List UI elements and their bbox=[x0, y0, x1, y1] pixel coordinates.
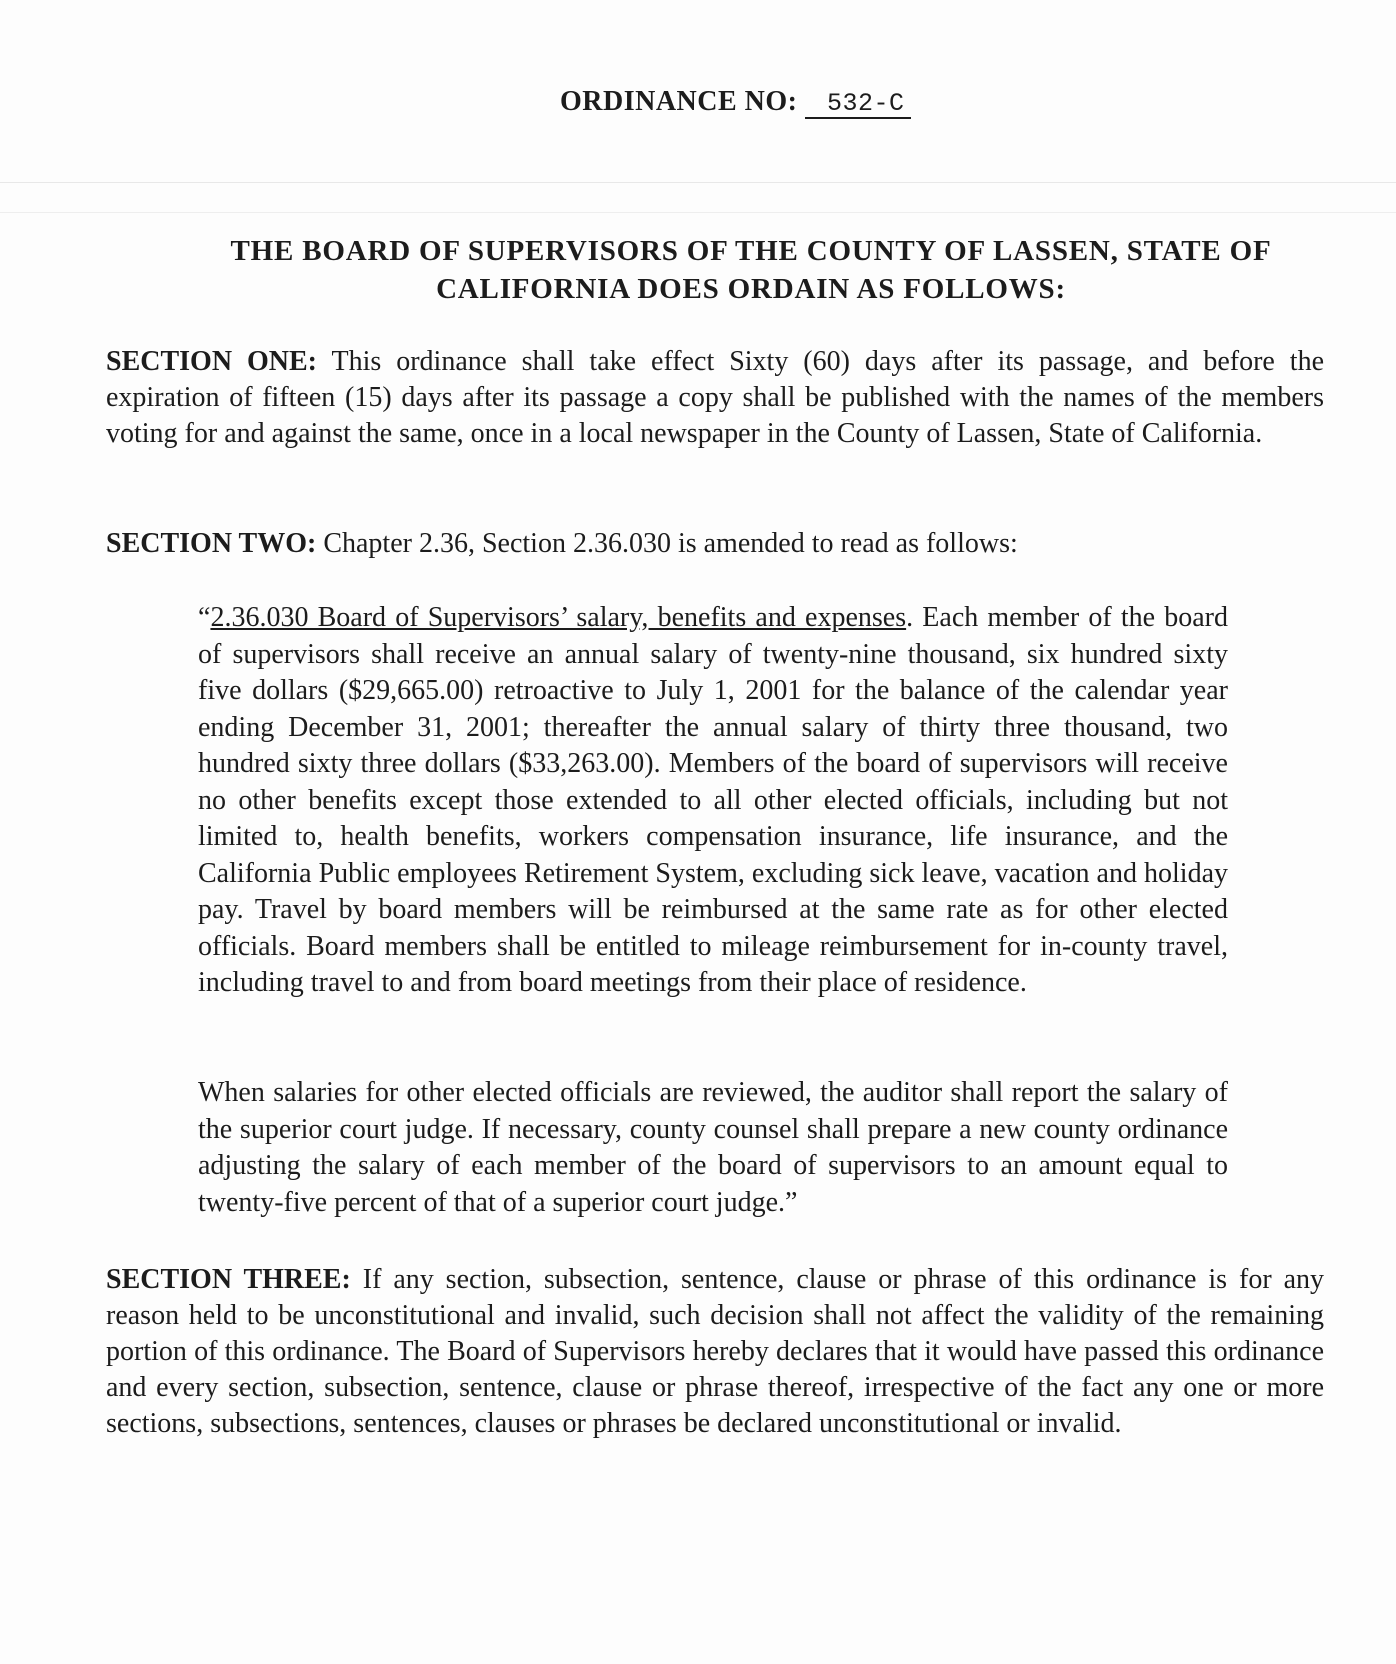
amended-section-title: 2.36.030 Board of Supervisors’ salary, benefits and expenses bbox=[210, 602, 907, 633]
section-one bbox=[106, 344, 1324, 452]
scan-artifact-line bbox=[0, 212, 1396, 213]
section-two bbox=[106, 526, 1324, 562]
section-three-label: SECTION THREE: bbox=[106, 1264, 351, 1295]
quote-open-mark: “ bbox=[198, 602, 211, 633]
amended-section-paragraph-2: When salaries for other elected officials are reviewed, the auditor shall report the salary of the superior court judge. If necessary, county counsel shall prepare a new county ordinance adjusting the salary of each member of the board of supervisors to an amount equal to twenty-five percent of that of a superior court judge.” bbox=[198, 1077, 1228, 1218]
amended-section-body: Each member of the board of supervisors shall receive an annual salary of twenty-nine thousand, six hundred sixty five dollars ($29,665.00) retroactive to July 1, 2001 for the balance of the calendar year ending December 31, 2001; thereafter the annual salary of thirty three thousand, two hundred sixty three dollars ($33,263.00). Members of the board of supervisors will receive no other benefits except those extended to all other elected officials, including but not limited to, health benefits, workers compensation insurance, life insurance, and the California Public employees Retirement System, excluding sick leave, vacation and holiday pay. Travel by board members will be reimbursed at the same rate as for other elected officials. Board members shall be entitled to mileage reimbursement for in-county travel, including travel to and from board meetings from their place of residence. bbox=[198, 602, 1229, 998]
section-three bbox=[106, 1262, 1324, 1442]
section-one-text: This ordinance shall take effect Sixty (60) days after its passage, and before the expiration of fifteen (15) days after its passage a copy shall be published with the names of the members voting for and against the same, once in a local newspaper in the County of Lassen, State of California. bbox=[106, 346, 1324, 449]
section-one-label: SECTION ONE: bbox=[106, 346, 318, 377]
section-two-text: Chapter 2.36, Section 2.36.030 is amended to read as follows: bbox=[323, 528, 1018, 559]
ordinance-number-line bbox=[560, 86, 911, 119]
ordinance-number: 532-C bbox=[805, 91, 911, 119]
section-two-label: SECTION TWO: bbox=[106, 528, 317, 559]
section-three-text: If any section, subsection, sentence, clause or phrase of this ordinance is for any reason held to be unconstitutional and invalid, such decision shall not affect the validity of the remaining portion of this ordinance. The Board of Supervisors hereby declares that it would have passed this ordinance and every section, subsection, sentence, clause or phrase thereof, irrespective of the fact any one or more sections, subsections, sentences, clauses or phrases be declared unconstitutional or invalid. bbox=[106, 1264, 1325, 1439]
amended-section-paragraph-1 bbox=[198, 600, 1228, 1002]
enacting-heading: THE BOARD OF SUPERVISORS OF THE COUNTY OF LASSEN, STATE OF CALIFORNIA DOES ORDAIN AS FOLLOWS: bbox=[230, 235, 1272, 305]
ordinance-label: ORDINANCE NO: bbox=[560, 86, 798, 117]
amended-section-title-end: . bbox=[906, 602, 914, 633]
scan-artifact-line bbox=[0, 182, 1396, 183]
